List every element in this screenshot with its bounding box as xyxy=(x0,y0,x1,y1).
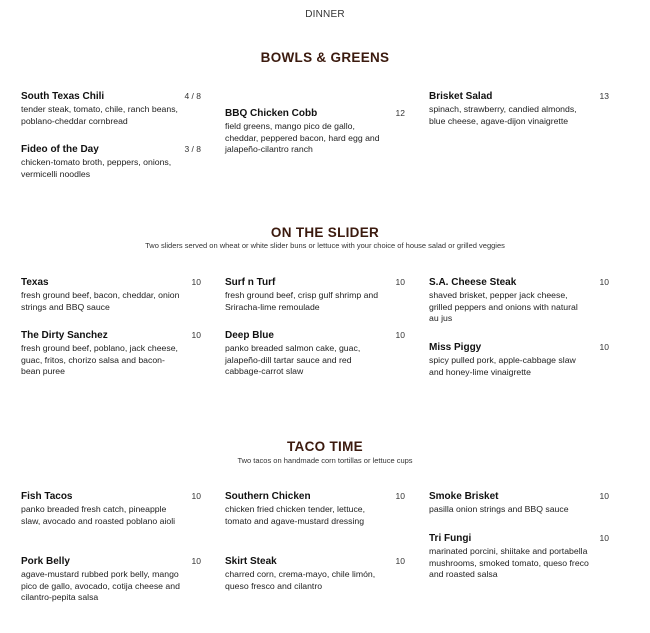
item-price: 13 xyxy=(599,91,609,101)
menu-item xyxy=(225,107,405,156)
item-name: Miss Piggy xyxy=(429,342,482,353)
item-name: Tri Fungi xyxy=(429,533,472,544)
section-subtitle: Two tacos on handmade corn tortillas or lettuce cups xyxy=(237,456,413,465)
item-price: 10 xyxy=(395,330,405,340)
item-description: chicken fried chicken tender, lettuce, tomato and agave-mustard dressing xyxy=(225,504,366,526)
item-price: 10 xyxy=(599,533,609,543)
item-price: 3 / 8 xyxy=(184,144,201,154)
section-title: TACO TIME xyxy=(287,439,363,454)
item-description: field greens, mango pico de gallo, cheddar, peppered bacon, hard egg and jalapeño-cilantro ranch xyxy=(225,121,380,154)
item-description: fresh ground beef, poblano, jack cheese, guac, fritos, chorizo salsa and bacon-bean puree xyxy=(21,343,178,376)
item-price: 10 xyxy=(395,277,405,287)
section-title: BOWLS & GREENS xyxy=(260,50,390,65)
menu-item xyxy=(21,143,201,180)
item-description: marinated porcini, shiitake and portabella mushrooms, smoked tomato, queso freco and roasted salsa xyxy=(429,546,589,579)
menu-title: DINNER xyxy=(305,9,345,20)
menu-item xyxy=(225,329,405,378)
item-name: Fish Tacos xyxy=(21,491,73,502)
item-description: chicken-tomato broth, peppers, onions, vermicelli noodles xyxy=(21,157,172,179)
menu-item xyxy=(225,490,405,527)
item-price: 10 xyxy=(191,277,201,287)
menu-item xyxy=(429,276,609,325)
item-description: panko breaded fresh catch, pineapple slaw, avocado and roasted poblano aioli xyxy=(21,504,176,526)
menu-item xyxy=(225,276,405,313)
item-name: Southern Chicken xyxy=(225,491,311,502)
item-description: spicy pulled pork, apple-cabbage slaw and honey-lime vinaigrette xyxy=(429,355,576,377)
item-price: 10 xyxy=(191,330,201,340)
item-name: South Texas Chili xyxy=(21,91,105,102)
menu-item xyxy=(21,276,201,313)
item-price: 4 / 8 xyxy=(184,91,201,101)
item-description: pasilla onion strings and BBQ sauce xyxy=(429,504,569,514)
item-description: spinach, strawberry, candied almonds, blue cheese, agave-dijon vinaigrette xyxy=(429,104,577,126)
item-price: 10 xyxy=(191,556,201,566)
menu-item xyxy=(429,90,609,127)
item-price: 10 xyxy=(599,277,609,287)
item-name: The Dirty Sanchez xyxy=(21,330,108,341)
menu-item xyxy=(429,490,609,516)
item-price: 10 xyxy=(395,491,405,501)
item-name: Surf n Turf xyxy=(225,277,276,288)
menu-item xyxy=(225,555,405,592)
item-description: agave-mustard rubbed pork belly, mango pico de gallo, avocado, cotija cheese and cilantro-pepita salsa xyxy=(21,569,180,602)
item-description: tender steak, tomato, chile, ranch beans, poblano-cheddar cornbread xyxy=(21,104,178,126)
item-name: Brisket Salad xyxy=(429,91,493,102)
section-title: ON THE SLIDER xyxy=(270,225,380,240)
item-description: fresh ground beef, bacon, cheddar, onion strings and BBQ sauce xyxy=(21,290,180,312)
menu-item xyxy=(429,341,609,378)
item-price: 10 xyxy=(599,342,609,352)
item-name: Smoke Brisket xyxy=(429,491,499,502)
menu-item xyxy=(21,555,201,604)
item-name: Pork Belly xyxy=(21,556,70,567)
item-description: shaved brisket, pepper jack cheese, grilled peppers and onions with natural au jus xyxy=(429,290,578,323)
item-description: charred corn, crema-mayo, chile limón, queso fresco and cilantro xyxy=(225,569,376,591)
item-price: 10 xyxy=(395,556,405,566)
section-subtitle: Two sliders served on wheat or white slider buns or lettuce with your choice of house salad or grilled veggies xyxy=(145,241,505,250)
item-description: fresh ground beef, crisp gulf shrimp and Sriracha-lime remoulade xyxy=(225,290,379,312)
menu-item xyxy=(21,490,201,527)
menu-item xyxy=(21,90,201,127)
item-price: 12 xyxy=(395,108,405,118)
item-name: BBQ Chicken Cobb xyxy=(225,108,318,119)
item-name: Skirt Steak xyxy=(225,556,277,567)
item-name: Texas xyxy=(21,277,49,288)
menu-item xyxy=(21,329,201,378)
item-description: panko breaded salmon cake, guac, jalapeño-dill tartar sauce and red cabbage-carrot slaw xyxy=(225,343,361,376)
item-name: S.A. Cheese Steak xyxy=(429,277,517,288)
item-price: 10 xyxy=(191,491,201,501)
item-name: Fideo of the Day xyxy=(21,144,99,155)
item-name: Deep Blue xyxy=(225,330,274,341)
item-price: 10 xyxy=(599,491,609,501)
menu-item xyxy=(429,532,609,581)
